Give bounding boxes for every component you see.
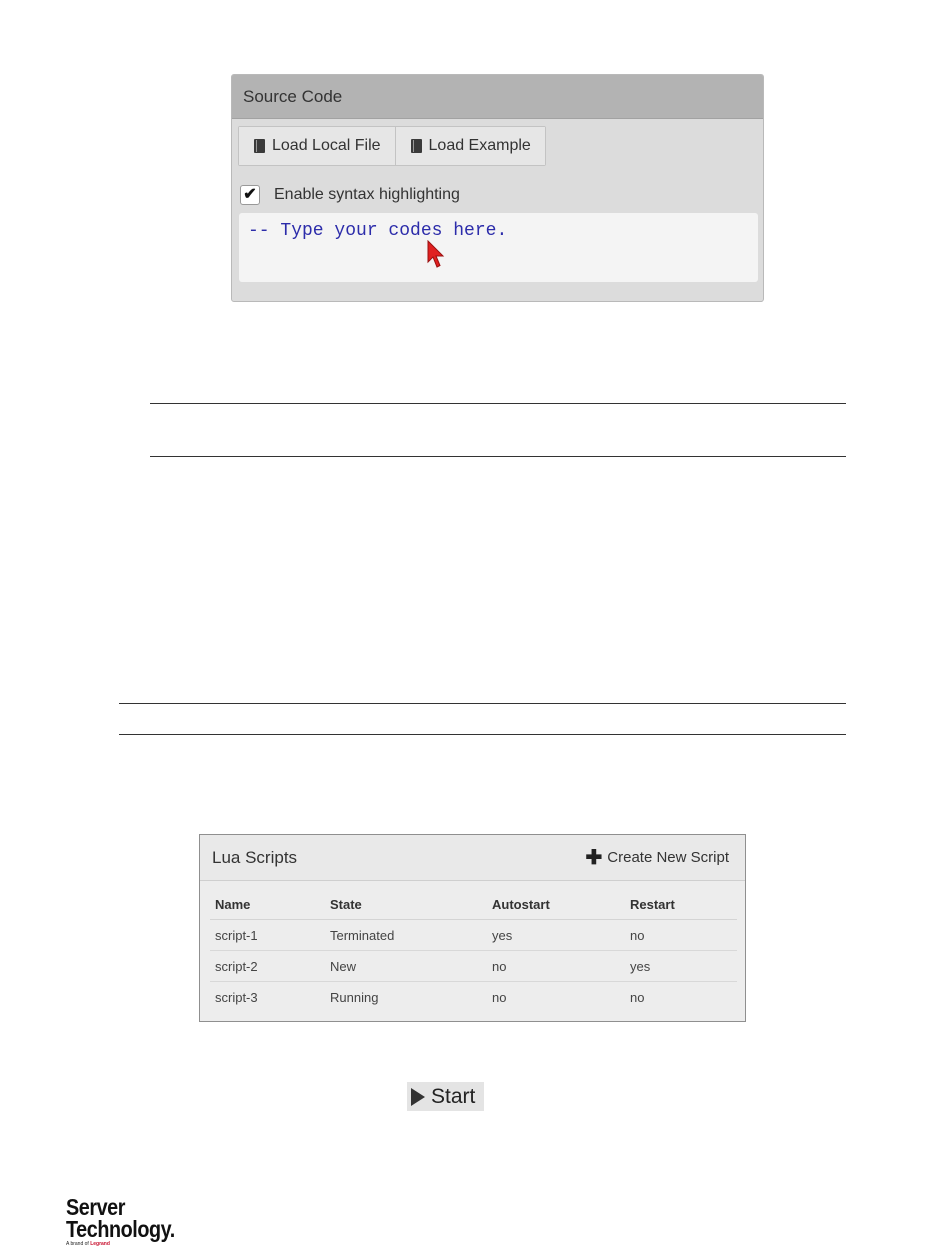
syntax-highlighting-row [240,185,460,205]
code-editor[interactable] [239,213,758,282]
source-code-panel [231,74,764,302]
table-row[interactable] [210,920,737,951]
column-header-autostart: Autostart [487,890,625,920]
create-new-script-button[interactable] [586,848,729,868]
column-header-name: Name [210,890,325,920]
start-button[interactable] [407,1082,484,1111]
server-technology-logo [66,1196,176,1247]
book-icon [411,139,422,153]
load-local-file-button[interactable] [239,127,395,165]
script-autostart-cell: yes [487,920,625,951]
script-state-cell: New [325,951,487,982]
script-state-cell: Terminated [325,920,487,951]
load-example-button[interactable] [395,127,545,165]
section-bottom-divider [119,734,846,735]
syntax-highlighting-label: Enable syntax highlighting [274,186,460,203]
lua-scripts-panel [199,834,746,1022]
table-row[interactable] [210,951,737,982]
play-icon [411,1088,425,1106]
script-state-cell: Running [330,989,379,1005]
script-restart-cell: yes [625,951,737,982]
book-icon [254,139,265,153]
column-header-restart: Restart [625,890,737,920]
start-label: Start [431,1084,476,1108]
source-code-header [232,75,763,119]
load-example-label: Load Example [428,137,531,154]
checkmark-icon: ✔ [243,186,257,203]
script-autostart-cell: no [487,951,625,982]
scripts-table [210,890,737,1012]
logo-line-technology: Technology. [66,1216,175,1242]
logo-tagline-brand: Legrand [90,1241,110,1247]
logo-tagline-prefix: A brand of [66,1241,91,1247]
script-autostart-cell: no [492,989,507,1005]
lua-scripts-title: Lua Scripts [212,847,298,867]
table-header-row [210,890,737,920]
script-name-cell: script-1 [210,920,325,951]
script-restart-cell: no [630,989,645,1005]
table-row[interactable] [210,982,737,1013]
source-code-title: Source Code [243,86,343,106]
load-button-group [238,126,546,166]
script-restart-cell: no [625,920,737,951]
mouse-pointer-icon [427,240,447,270]
syntax-highlighting-checkbox[interactable] [240,185,260,205]
lua-scripts-header [200,835,745,881]
create-new-script-label: Create New Script [607,849,729,866]
load-local-file-label: Load Local File [272,137,381,154]
note-top-divider [150,403,846,404]
script-name-cell: script-3 [215,989,258,1005]
column-header-state: State [325,890,487,920]
script-name-cell: script-2 [210,951,325,982]
plus-icon: ✚ [585,846,603,869]
code-editor-text: -- Type your codes here. [248,221,508,241]
section-top-divider [119,703,846,704]
logo-line-server: Server [66,1194,126,1220]
note-bottom-divider [150,456,846,457]
